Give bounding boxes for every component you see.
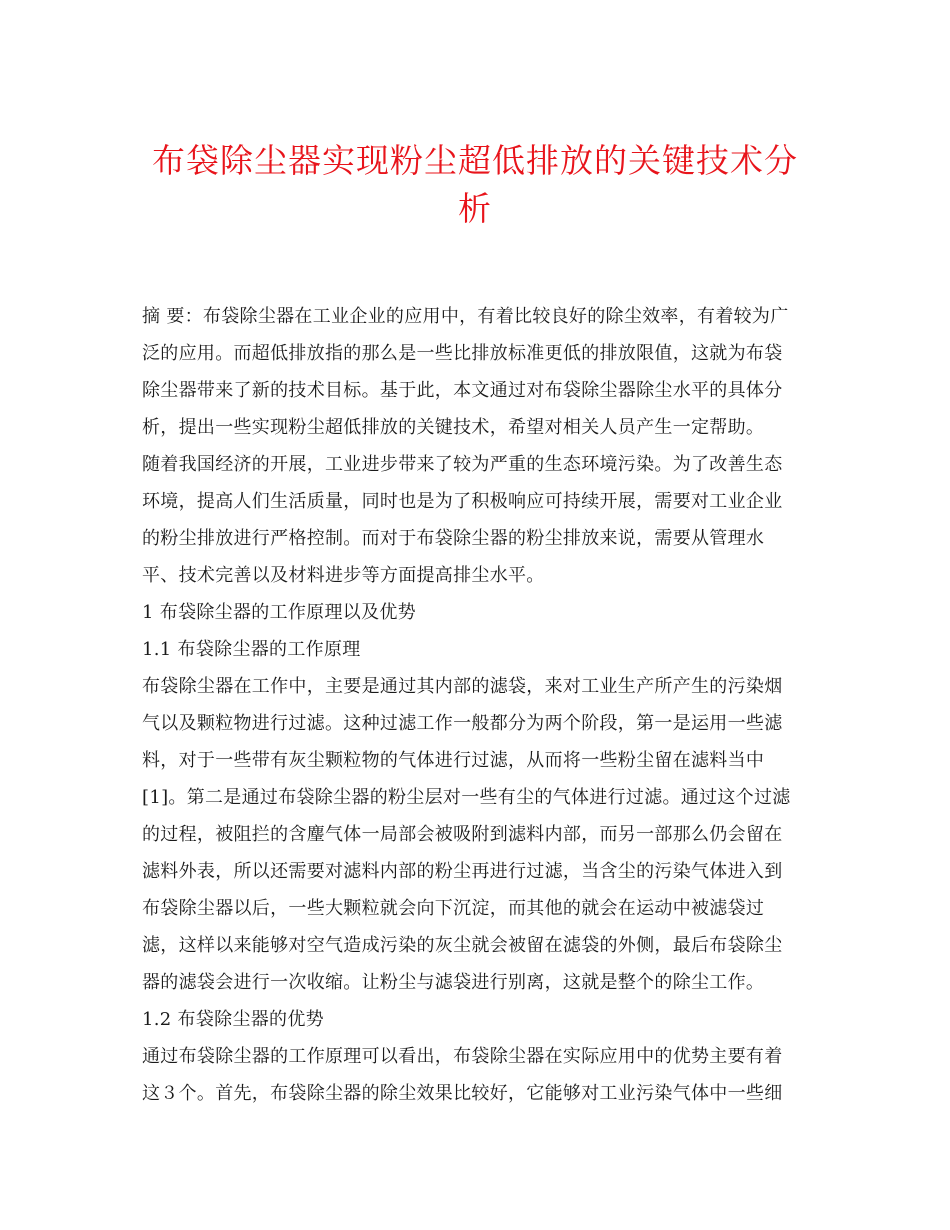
abstract-line: 泛的应用。而超低排放指的那么是一些比排放标准更低的排放限值，这就为布袋 [142,343,783,364]
paragraph-line: 这３个。首先，布袋除尘器的除尘效果比较好，它能够对工业污染气体中一些细 [142,1083,783,1104]
intro-line: 随着我国经济的开展，工业进步带来了较为严重的生态环境污染。为了改善生态 [142,454,783,475]
paragraph-line: 器的滤袋会进行一次收缩。让粉尘与滤袋进行别离，这就是整个的除尘工作。 [142,972,765,993]
paragraph-line: 布袋除尘器以后，一些大颗粒就会向下沉淀，而其他的就会在运动中被滤袋过 [142,898,765,919]
intro-line: 的粉尘排放进行严格控制。而对于布袋除尘器的粉尘排放来说，需要从管理水 [142,528,765,549]
paragraph-line: 料，对于一些带有灰尘颗粒物的气体进行过滤，从而将一些粉尘留在滤料当中 [142,750,765,771]
intro-line: 平、技术完善以及材料进步等方面提高排尘水平。 [142,565,545,586]
paragraph-line: 布袋除尘器在工作中，主要是通过其内部的滤袋，来对工业生产所产生的污染烟 [142,676,783,697]
paragraph-line: 气以及颗粒物进行过滤。这种过滤工作一般都分为两个阶段，第一是运用一些滤 [142,713,783,734]
abstract-line: 析，提出一些实现粉尘超低排放的关键技术，希望对相关人员产生一定帮助。 [142,417,765,438]
abstract-line: 除尘器带来了新的技术目标。基于此，本文通过对布袋除尘器除尘水平的具体分 [142,380,783,401]
intro-line: 环境，提高人们生活质量，同时也是为了积极响应可持续开展，需要对工业企业 [142,491,783,512]
paragraph-line: 通过布袋除尘器的工作原理可以看出，布袋除尘器在实际应用中的优势主要有着 [142,1046,783,1067]
paragraph-line: 的过程，被阻拦的含麈气体一局部会被吸附到滤料内部，而另一部那么仍会留在 [142,824,783,845]
subsection-heading: 1.1 布袋除尘器的工作原理 [142,639,361,660]
document-title [110,137,840,233]
paragraph-line: [1]。第二是通过布袋除尘器的粉尘层对一些有尘的气体进行过滤。通过这个过滤 [142,787,791,808]
subsection-heading: 1.2 布袋除尘器的优势 [142,1009,324,1030]
paragraph-line: 滤，这样以来能够对空气造成污染的灰尘就会被留在滤袋的外侧，最后布袋除尘 [142,935,783,956]
abstract-line: 摘 要：布袋除尘器在工业企业的应用中，有着比较良好的除尘效率，有着较为广 [142,306,789,327]
title-line-1: 布袋除尘器实现粉尘超低排放的关键技术分 [152,141,798,180]
paragraph-line: 滤料外表，所以还需要对滤料内部的粉尘再进行过滤，当含尘的污染气体进入到 [142,861,783,882]
title-line-2: 析 [458,189,492,228]
document-body [142,298,808,1112]
section-heading: 1 布袋除尘器的工作原理以及优势 [142,602,416,623]
